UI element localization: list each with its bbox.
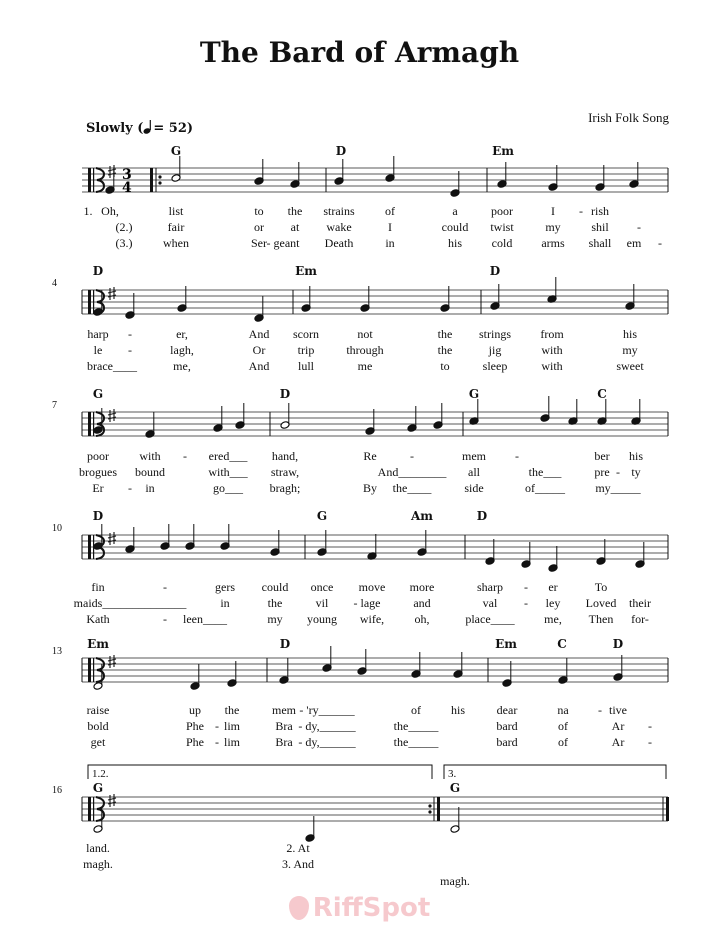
lyric-syllable: mem (272, 703, 296, 717)
chord-symbol: D (279, 637, 291, 651)
time-signature-bottom: 4 (122, 180, 132, 196)
lyric-syllable: Bra (275, 735, 293, 749)
song-title: The Bard of Armagh (199, 36, 520, 69)
lyric-syllable: - (163, 580, 167, 594)
alto-clef-icon (88, 412, 91, 436)
alto-clef-icon (88, 797, 91, 821)
lyric-syllable: more (409, 580, 435, 594)
tempo-bpm: = 52 (153, 121, 187, 136)
measure-number: 7 (52, 400, 57, 411)
sharp-icon (108, 794, 116, 807)
chord-symbol: C (597, 387, 607, 401)
lyric-syllable: - dy,______ (298, 719, 356, 733)
lyric-syllable: bound (135, 465, 165, 479)
chord-symbol: G (92, 781, 104, 795)
lyric-syllable: with (541, 343, 563, 357)
lyric-syllable: mem (462, 449, 486, 463)
lyric-syllable: shil (591, 220, 609, 234)
chord-symbol: C (557, 637, 567, 651)
lyric-syllable: straw, (270, 465, 300, 479)
lyric-syllable: val (482, 596, 498, 610)
lyric-syllable: - (616, 465, 620, 479)
lyric-syllable: vil (315, 596, 329, 610)
lyric-syllable: brogues (79, 465, 117, 479)
chord-symbol: G (92, 387, 104, 401)
lyric-syllable: And (248, 327, 270, 341)
tempo-marking: Slowly ( = 52) (86, 121, 194, 136)
lyric-syllable: lull (297, 359, 315, 373)
volta-label: 1.2. (92, 768, 109, 780)
lyric-syllable: side (464, 481, 484, 495)
lyric-syllable: of_____ (525, 481, 565, 495)
lyric-syllable: oh, (414, 612, 430, 626)
lyric-syllable: And (248, 359, 270, 373)
lyric-syllable: strains (323, 204, 355, 218)
lyric-syllable: To (594, 580, 608, 594)
lyric-syllable: - (128, 327, 132, 341)
lyric-syllable: the (224, 703, 240, 717)
lyric-syllable: bragh; (269, 481, 301, 495)
chord-symbol: G (449, 781, 461, 795)
lyric-syllable: Phe (186, 719, 204, 733)
lyric-syllable: - lage (353, 596, 381, 610)
lyric-syllable: shall (588, 236, 612, 250)
lyric-syllable: his (622, 327, 638, 341)
lyric-syllable: hand, (271, 449, 299, 463)
lyric-syllable: in (385, 236, 395, 250)
lyric-syllable: lagh, (170, 343, 194, 357)
lyric-syllable: jig (488, 343, 502, 357)
lyric-syllable: in (145, 481, 155, 495)
lyric-syllable: sleep (482, 359, 508, 373)
lyric-syllable: wake (326, 220, 352, 234)
lyric-syllable: - (648, 735, 652, 749)
lyric-syllable: magh. (83, 857, 113, 871)
chord-symbol: Em (495, 637, 517, 651)
final-barline (666, 797, 669, 821)
lyric-syllable: their (629, 596, 651, 610)
lyric-syllable: of (385, 204, 395, 218)
measure-number: 13 (52, 646, 62, 657)
lyric-syllable: Bra (275, 719, 293, 733)
lyric-syllable: - (524, 580, 528, 594)
repeat-dot (158, 181, 161, 184)
lyric-syllable: trip (297, 343, 315, 357)
lyric-syllable: with (139, 449, 161, 463)
lyric-syllable: 3. And (281, 857, 315, 871)
lyric-syllable: or (254, 220, 264, 234)
chord-symbol: Am (410, 509, 434, 523)
lyric-syllable: em (626, 236, 642, 250)
riffspot-logo (0, 893, 719, 923)
lyric-syllable: my (622, 343, 638, 357)
lyric-syllable: all (468, 465, 480, 479)
lyric-syllable: the____ (392, 481, 432, 495)
lyric-syllable: ley (545, 596, 561, 610)
lyric-syllable: the_____ (393, 719, 439, 733)
lyric-syllable: strings (478, 327, 512, 341)
lyric-syllable: I (551, 204, 555, 218)
lyric-syllable: er (548, 580, 558, 594)
lyric-syllable: sweet (616, 359, 644, 373)
chord-symbol: D (476, 509, 488, 523)
lyric-syllable: my (267, 612, 283, 626)
lyric-syllable: of (411, 703, 421, 717)
lyric-syllable: me (357, 359, 373, 373)
lyric-syllable: cold (491, 236, 513, 250)
alto-clef-icon (93, 168, 94, 192)
lyric-syllable: - (215, 719, 219, 733)
lyric-syllable: at (290, 220, 300, 234)
logo-text: RiffSpot (312, 893, 431, 923)
lyric-syllable: bold (87, 719, 109, 733)
sharp-icon (108, 409, 116, 422)
alto-clef-icon (88, 658, 91, 682)
lyric-syllable: rish (591, 204, 609, 218)
lyric-syllable: Oh, (101, 204, 119, 218)
lyric-syllable: poor (491, 204, 513, 218)
lyric-syllable: twist (490, 220, 514, 234)
chord-symbol: D (92, 509, 104, 523)
repeat-end-barline (437, 797, 440, 821)
lyric-syllable: my_____ (595, 481, 641, 495)
lyric-syllable: through (346, 343, 384, 357)
lyric-syllable: from (540, 327, 564, 341)
lyric-syllable: Or (252, 343, 266, 357)
lyric-syllable: land. (86, 841, 110, 855)
lyric-syllable: of (558, 735, 568, 749)
lyric-syllable: le (93, 343, 103, 357)
composer-credit: Irish Folk Song (588, 110, 669, 125)
lyric-syllable: fin (91, 580, 105, 594)
alto-clef-icon (88, 290, 91, 314)
alto-clef-icon (93, 658, 94, 682)
lyric-syllable: the (287, 204, 303, 218)
measure-number: 4 (52, 278, 57, 289)
repeat-dot (428, 810, 431, 813)
lyric-syllable: wife, (359, 612, 385, 626)
measure-number: 10 (52, 523, 62, 534)
chord-symbol: D (489, 264, 501, 278)
lyric-syllable: ty (631, 465, 641, 479)
volta-bracket (88, 765, 432, 779)
staff-system (52, 509, 668, 626)
lyric-syllable: (3.) (115, 236, 133, 250)
chord-symbol: Em (295, 264, 317, 278)
lyric-syllable: tive (609, 703, 627, 717)
staff-system (52, 387, 668, 495)
lyric-syllable: not (357, 327, 373, 341)
lyric-syllable: - (128, 481, 132, 495)
lyric-syllable: the (437, 343, 453, 357)
lyric-syllable: By (362, 481, 378, 495)
lyric-syllable: Phe (186, 735, 204, 749)
chord-symbol: Em (87, 637, 109, 651)
staff-system (52, 264, 668, 373)
lyric-syllable: - 'ry______ (299, 703, 355, 717)
lyric-syllable: - geant (266, 236, 300, 250)
alto-clef-icon (93, 797, 94, 821)
volta-label: 3. (448, 768, 457, 780)
lyric-syllable: to (254, 204, 264, 218)
staff-system (52, 637, 668, 749)
alto-clef-icon (88, 168, 91, 192)
lyric-syllable: my (545, 220, 561, 234)
lyric-syllable: scorn (293, 327, 319, 341)
chord-symbol: G (170, 144, 182, 158)
lyric-syllable: pre (594, 465, 610, 479)
alto-clef-icon (88, 535, 91, 559)
lyric-syllable: Re (363, 449, 377, 463)
lyric-syllable: Then (588, 612, 614, 626)
lyric-syllable: and (413, 596, 431, 610)
chord-symbol: G (316, 509, 328, 523)
lyric-syllable: Ser (251, 236, 267, 250)
chord-symbol: D (612, 637, 624, 651)
lyric-syllable: list (168, 204, 184, 218)
lyric-syllable: lim (223, 735, 241, 749)
lyric-syllable: once (310, 580, 334, 594)
lyric-syllable: of (558, 719, 568, 733)
lyric-syllable: up (189, 703, 201, 717)
lyric-syllable: ered___ (208, 449, 248, 463)
lyric-syllable: the_____ (393, 735, 439, 749)
repeat-dot (158, 175, 161, 178)
lyric-syllable: young (307, 612, 337, 626)
lyric-syllable: - (637, 220, 641, 234)
lyric-syllable: bard (496, 735, 518, 749)
lyric-syllable: bard (496, 719, 518, 733)
lyric-syllable: - (648, 719, 652, 733)
lyric-syllable: arms (541, 236, 565, 250)
lyric-syllable: na (557, 703, 569, 717)
sharp-icon (108, 165, 116, 178)
lyric-syllable: gers (215, 580, 235, 594)
lyric-syllable: - (598, 703, 602, 717)
alto-clef-icon (93, 290, 94, 314)
chord-symbol: D (279, 387, 291, 401)
lyric-syllable: the (267, 596, 283, 610)
lyric-syllable: Ar (611, 719, 625, 733)
measure-number: 16 (52, 785, 62, 796)
lyric-syllable: - dy,______ (298, 735, 356, 749)
chord-symbol: G (468, 387, 480, 401)
lyric-syllable: his (447, 236, 463, 250)
lyric-syllable: magh. (440, 874, 470, 888)
guitar-pick-icon (289, 896, 309, 920)
lyric-syllable: - (515, 449, 519, 463)
lyric-syllable: I (388, 220, 392, 234)
lyric-syllable: - (215, 735, 219, 749)
lyric-syllable: sharp (477, 580, 503, 594)
lyric-syllable: Loved (585, 596, 617, 610)
lyric-syllable: me, (173, 359, 191, 373)
lyric-syllable: fair (167, 220, 185, 234)
lyric-syllable: - (524, 596, 528, 610)
lyric-syllable: me, (544, 612, 562, 626)
volta-bracket (444, 765, 666, 779)
lyric-syllable: 2. At (286, 841, 310, 855)
lyric-syllable: Er (92, 481, 104, 495)
lyric-syllable: Kath (86, 612, 110, 626)
chord-symbol: Em (492, 144, 514, 158)
repeat-start-barline (150, 168, 153, 192)
lyric-syllable: could (261, 580, 289, 594)
sharp-icon (108, 655, 116, 668)
lyric-syllable: when (163, 236, 189, 250)
lyric-syllable: leen____ (183, 612, 227, 626)
lyric-syllable: to (440, 359, 450, 373)
lyric-syllable: ber (594, 449, 610, 463)
lyric-syllable: his (450, 703, 466, 717)
lyric-syllable: for- (631, 612, 649, 626)
lyric-syllable: - (658, 236, 662, 250)
lyric-syllable: harp (87, 327, 109, 341)
lyric-syllable: Death (324, 236, 354, 250)
lyric-syllable: his (628, 449, 644, 463)
lyric-syllable: the (437, 327, 453, 341)
lyric-syllable: in (220, 596, 230, 610)
lyric-syllable: (2.) (115, 220, 133, 234)
repeat-dot (428, 804, 431, 807)
lyric-syllable: er, (176, 327, 188, 341)
tempo-word: Slowly (86, 121, 133, 136)
lyric-syllable: get (90, 735, 106, 749)
sharp-icon (108, 532, 116, 545)
time-signature-top: 3 (122, 167, 132, 183)
lyric-syllable: 1. (83, 204, 93, 218)
staff-system (52, 765, 669, 888)
lyric-syllable: with___ (208, 465, 248, 479)
lyric-syllable: - (128, 343, 132, 357)
lyric-syllable: Ar (611, 735, 625, 749)
lyric-syllable: - (163, 612, 167, 626)
lyric-syllable: the___ (528, 465, 562, 479)
lyric-syllable: lim (223, 719, 241, 733)
lyric-syllable: with (541, 359, 563, 373)
lyric-syllable: go___ (213, 481, 243, 495)
lyric-syllable: And________ (377, 465, 447, 479)
lyric-syllable: dear (496, 703, 518, 717)
lyric-syllable: a (452, 204, 458, 218)
sharp-icon (108, 287, 116, 300)
lyric-syllable: brace____ (87, 359, 137, 373)
lyric-syllable: - (579, 204, 583, 218)
lyric-syllable: could (441, 220, 469, 234)
lyric-syllable: - (183, 449, 187, 463)
lyric-syllable: place____ (465, 612, 515, 626)
chord-symbol: D (335, 144, 347, 158)
lyric-syllable: maids______________ (73, 596, 187, 610)
lyric-syllable: - (410, 449, 414, 463)
chord-symbol: D (92, 264, 104, 278)
lyric-syllable: raise (86, 703, 110, 717)
lyric-syllable: poor (87, 449, 109, 463)
staff-system (82, 144, 668, 250)
lyric-syllable: move (358, 580, 386, 594)
